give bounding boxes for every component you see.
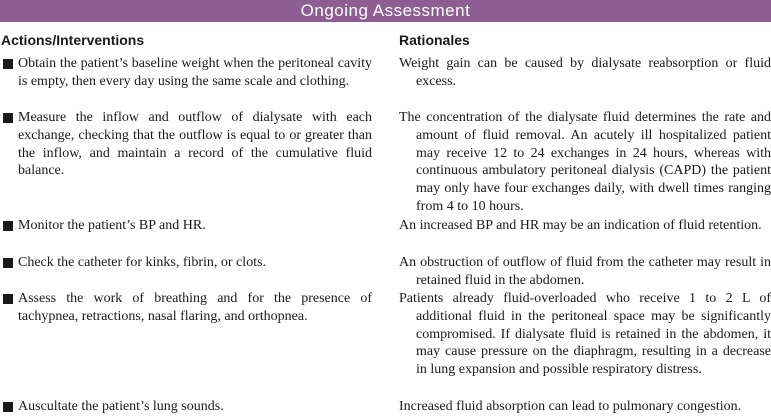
square-bullet-icon [3,294,13,304]
action-text: Monitor the patient’s BP and HR. [18,218,206,233]
square-bullet-icon [3,59,13,69]
square-bullet-icon [3,258,13,268]
action-cell [0,55,372,91]
action-text: Assess the work of breathing and for the presence of tachypnea, retractions, nasal flaring, and orthopnea. [18,291,372,324]
rationale-text: The concentration of the dialysate fluid determines the rate and amount of fluid removal. An acutely ill hospitalized patient may receive 12 to 24 exchanges in 24 hours, whereas with continuous ambulatory peritoneal dialysis (CAPD) the patient may only have four exchanges daily, with dwell times ranging from 4 to 10 hours. [399,110,771,214]
action-text: Auscultate the patient’s lung sounds. [18,399,224,414]
action-text: Obtain the patient’s baseline weight when the peritoneal cavity is empty, then every day using the same scale and clothing. [18,56,372,89]
rationales-column-header: Rationales [399,32,470,48]
rationale-text: Patients already fluid-overloaded who receive 1 to 2 L of additional fluid in the peritoneal space may be significantly compromised. If dialysate fluid is retained in the abdomen, it may cause pressure on the diaphragm, resulting in a decrease in lung expansion and possible respiratory distress. [399,291,771,378]
action-cell [0,109,372,180]
square-bullet-icon [3,113,13,123]
rationale-text: An increased BP and HR may be an indication of fluid retention. [399,218,762,233]
action-cell [0,290,372,326]
actions-column-header: Actions/Interventions [1,32,145,48]
action-text: Measure the inflow and outflow of dialysate with each exchange, checking that the outflow is equal to or greater than the inflow, and maintain a record of the cumulative fluid balance. [18,110,372,179]
action-cell [0,217,372,235]
section-title-banner: Ongoing Assessment [0,0,771,22]
action-text: Check the catheter for kinks, fibrin, or clots. [18,255,267,270]
rationale-text: An obstruction of outflow of fluid from the catheter may result in retained fluid in the abdomen. [399,255,771,288]
action-cell [0,398,372,416]
square-bullet-icon [3,402,13,412]
square-bullet-icon [3,221,13,231]
rationale-text: Increased fluid absorption can lead to pulmonary congestion. [399,399,742,414]
action-cell [0,254,372,272]
rationale-text: Weight gain can be caused by dialysate reabsorption or fluid excess. [399,56,771,89]
